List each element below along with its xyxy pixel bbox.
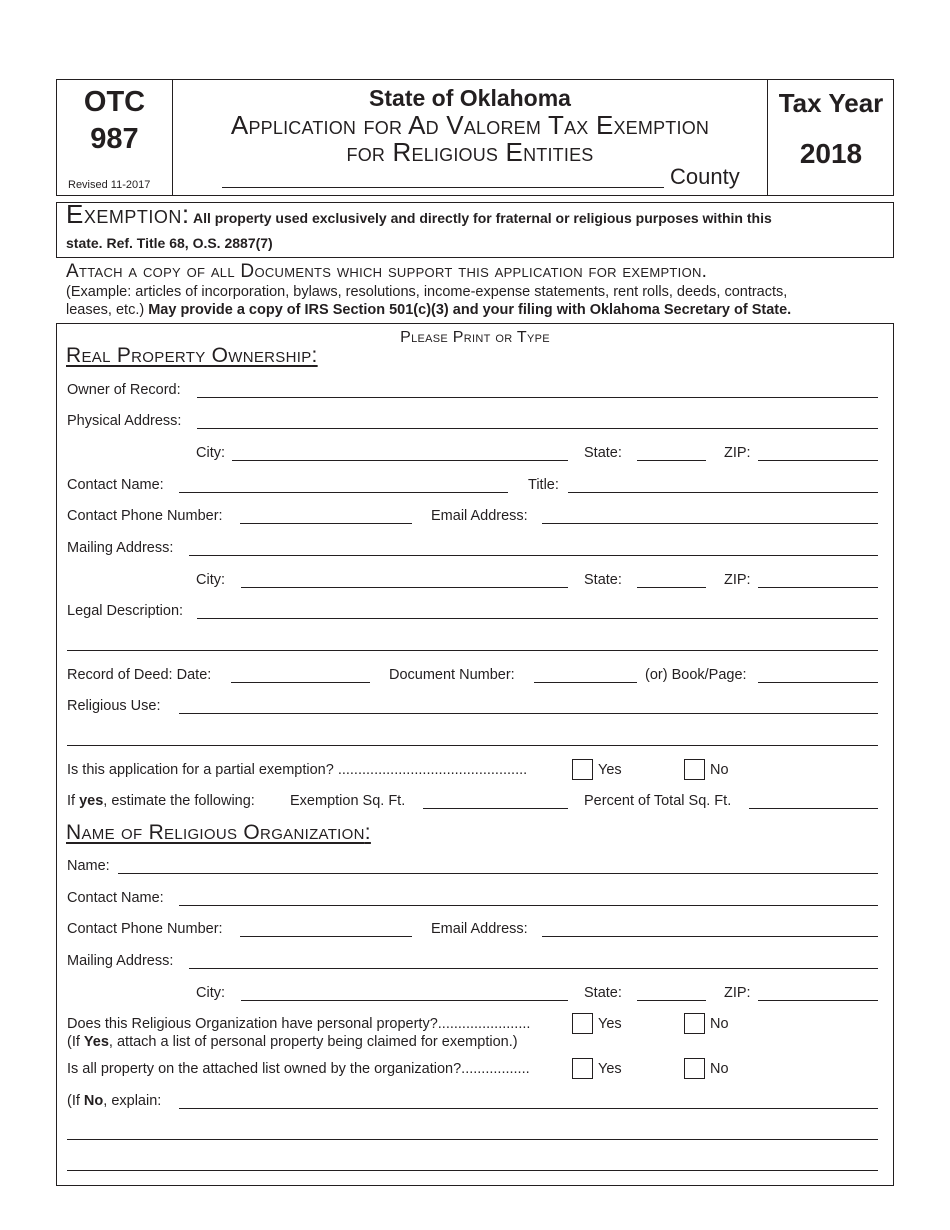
org-state-field[interactable] bbox=[637, 1000, 706, 1001]
org-email-label: Email Address: bbox=[431, 921, 528, 937]
personal-property-note: (If Yes, attach a list of personal property being claimed for exemption.) bbox=[67, 1034, 518, 1050]
partial-yes-checkbox[interactable] bbox=[572, 759, 593, 780]
county-label: County bbox=[670, 164, 740, 189]
org-email-field[interactable] bbox=[542, 936, 878, 937]
mailing-address-field[interactable] bbox=[189, 555, 878, 556]
partial-exemption-question: Is this application for a partial exemption? ............................................... bbox=[67, 762, 528, 778]
if-yes-estimate-label: If yes, estimate the following: bbox=[67, 793, 255, 809]
owner-of-record-field[interactable] bbox=[197, 397, 878, 398]
mailing-city-label: City: bbox=[196, 572, 225, 588]
legal-description-label: Legal Description: bbox=[67, 603, 184, 619]
attach-heading: Attach a copy of all Documents which support this application for exemption. bbox=[66, 261, 708, 282]
exemption-heading: Exemption: bbox=[66, 199, 190, 229]
owned-no-checkbox[interactable] bbox=[684, 1058, 705, 1079]
mailing-state-label: State: bbox=[584, 572, 622, 588]
personal-property-yes-label: Yes bbox=[598, 1016, 622, 1032]
state-title: State of Oklahoma bbox=[369, 85, 571, 111]
real-property-heading: Real Property Ownership: bbox=[66, 344, 318, 367]
title-field[interactable] bbox=[568, 492, 878, 493]
if-no-explain-label: (If No, explain: bbox=[67, 1093, 162, 1109]
tax-year: 2018 bbox=[799, 138, 863, 169]
personal-property-yes-checkbox[interactable] bbox=[572, 1013, 593, 1034]
mailing-address-label: Mailing Address: bbox=[67, 540, 174, 556]
document-number-field[interactable] bbox=[534, 682, 637, 683]
org-mailing-address-field[interactable] bbox=[189, 968, 878, 969]
owned-yes-checkbox[interactable] bbox=[572, 1058, 593, 1079]
religious-use-field-2[interactable] bbox=[67, 745, 878, 746]
percent-total-label: Percent of Total Sq. Ft. bbox=[584, 793, 732, 809]
partial-no-label: No bbox=[710, 762, 729, 778]
org-city-label: City: bbox=[196, 985, 225, 1001]
form-code: OTC bbox=[83, 86, 146, 118]
form-number: 987 bbox=[90, 123, 139, 155]
attach-example-line1: (Example: articles of incorporation, bylaws, resolutions, income-expense statements, rent rolls, deeds, contracts, bbox=[66, 284, 788, 300]
owned-yes-label: Yes bbox=[598, 1061, 622, 1077]
title-label: Title: bbox=[528, 477, 559, 493]
physical-address-field[interactable] bbox=[197, 428, 878, 429]
attach-example-bold: May provide a copy of IRS Section 501(c)(3) and your filing with Oklahoma Secretary of State. bbox=[148, 302, 792, 318]
mailing-city-field[interactable] bbox=[241, 587, 568, 588]
contact-phone-field[interactable] bbox=[240, 523, 412, 524]
city-field[interactable] bbox=[232, 460, 568, 461]
legal-description-field-2[interactable] bbox=[67, 650, 878, 651]
form-box bbox=[56, 323, 894, 1186]
org-name-label: Name: bbox=[67, 858, 110, 874]
owned-question: Is all property on the attached list owned by the organization?................. bbox=[67, 1061, 530, 1077]
org-contact-name-field[interactable] bbox=[179, 905, 878, 906]
email-label: Email Address: bbox=[431, 508, 528, 524]
percent-total-field[interactable] bbox=[749, 808, 878, 809]
org-zip-field[interactable] bbox=[758, 1000, 878, 1001]
mailing-state-field[interactable] bbox=[637, 587, 706, 588]
org-state-label: State: bbox=[584, 985, 622, 1001]
org-contact-phone-field[interactable] bbox=[240, 936, 412, 937]
physical-address-label: Physical Address: bbox=[67, 413, 182, 429]
exemption-sqft-label: Exemption Sq. Ft. bbox=[290, 793, 406, 809]
state-field[interactable] bbox=[637, 460, 706, 461]
explain-field-2[interactable] bbox=[67, 1139, 878, 1140]
org-contact-name-label: Contact Name: bbox=[67, 890, 164, 906]
owned-no-label: No bbox=[710, 1061, 729, 1077]
please-print: Please Print or Type bbox=[400, 329, 550, 346]
tax-year-label: Tax Year bbox=[778, 88, 884, 118]
contact-name-label: Contact Name: bbox=[67, 477, 164, 493]
legal-description-field[interactable] bbox=[197, 618, 878, 619]
exemption-text bbox=[66, 199, 886, 229]
contact-name-field[interactable] bbox=[179, 492, 508, 493]
document-number-label: Document Number: bbox=[389, 667, 515, 683]
explain-field[interactable] bbox=[179, 1108, 878, 1109]
attach-example-line2 bbox=[66, 302, 791, 318]
attach-example-prefix: leases, etc.) bbox=[66, 302, 145, 318]
book-page-field[interactable] bbox=[758, 682, 878, 683]
book-page-label: (or) Book/Page: bbox=[645, 667, 747, 683]
county-field[interactable] bbox=[222, 187, 664, 188]
city-label: City: bbox=[196, 445, 225, 461]
state-label: State: bbox=[584, 445, 622, 461]
religious-use-label: Religious Use: bbox=[67, 698, 161, 714]
personal-property-no-label: No bbox=[710, 1016, 729, 1032]
org-zip-label: ZIP: bbox=[724, 985, 751, 1001]
org-contact-phone-label: Contact Phone Number: bbox=[67, 921, 223, 937]
form-title-line1: Application for Ad Valorem Tax Exemption bbox=[230, 110, 710, 140]
org-city-field[interactable] bbox=[241, 1000, 568, 1001]
partial-no-checkbox[interactable] bbox=[684, 759, 705, 780]
personal-property-question: Does this Religious Organization have personal property?....................... bbox=[67, 1016, 531, 1032]
explain-field-3[interactable] bbox=[67, 1170, 878, 1171]
form-title-line2: for Religious Entities bbox=[346, 137, 594, 167]
owner-of-record-label: Owner of Record: bbox=[67, 382, 181, 398]
personal-property-no-checkbox[interactable] bbox=[684, 1013, 705, 1034]
partial-yes-label: Yes bbox=[598, 762, 622, 778]
org-name-field[interactable] bbox=[118, 873, 878, 874]
mailing-zip-field[interactable] bbox=[758, 587, 878, 588]
record-of-deed-label: Record of Deed: Date: bbox=[67, 667, 212, 683]
exemption-line2: state. Ref. Title 68, O.S. 2887(7) bbox=[66, 235, 273, 251]
zip-label: ZIP: bbox=[724, 445, 751, 461]
religious-org-heading: Name of Religious Organization: bbox=[66, 821, 371, 844]
zip-field[interactable] bbox=[758, 460, 878, 461]
mailing-zip-label: ZIP: bbox=[724, 572, 751, 588]
exemption-sqft-field[interactable] bbox=[423, 808, 568, 809]
religious-use-field[interactable] bbox=[179, 713, 878, 714]
deed-date-field[interactable] bbox=[231, 682, 370, 683]
org-mailing-address-label: Mailing Address: bbox=[67, 953, 174, 969]
revised-date: Revised 11-2017 bbox=[68, 179, 151, 191]
email-field[interactable] bbox=[542, 523, 878, 524]
exemption-line1: All property used exclusively and directly for fraternal or religious purposes within this bbox=[192, 210, 772, 226]
contact-phone-label: Contact Phone Number: bbox=[67, 508, 223, 524]
